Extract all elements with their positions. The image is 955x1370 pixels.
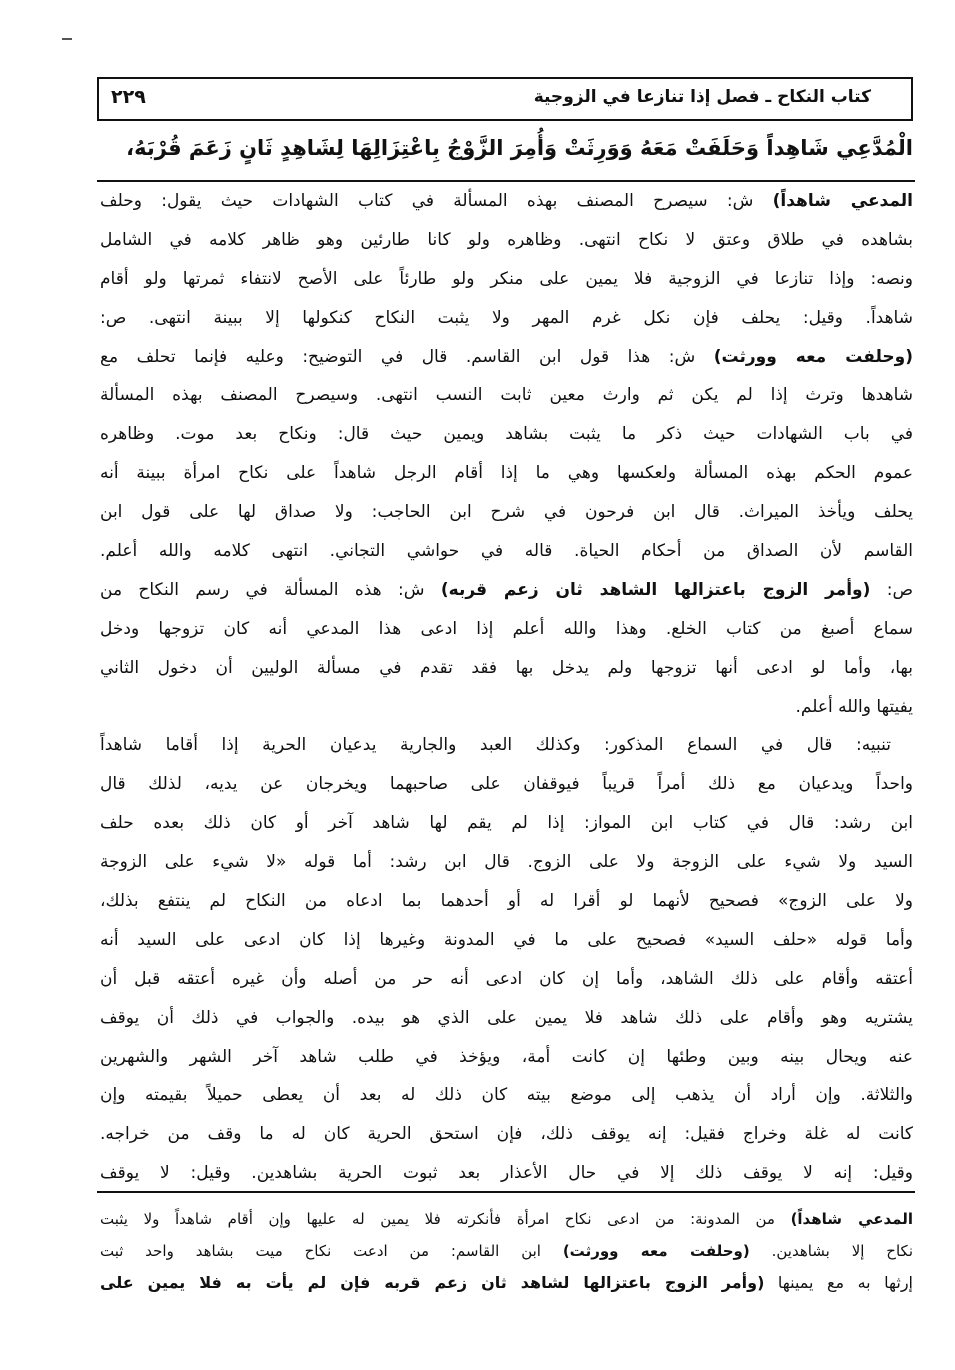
text-line: [100, 454, 913, 493]
footnote-line: [100, 1267, 913, 1299]
text-line: [100, 493, 913, 532]
quoted-matn: (وأمر الزوج باعتزالها لشاهد ثان زعم قربه فإن لم يأت به فلا يمين على: [100, 1273, 765, 1292]
text-segment: ش: هذا قول ابن القاسم. قال في التوضيح: وعليه فإنما تحلف مع: [100, 346, 714, 367]
text-segment: بها، وأما لو ادعى أنها تزوجها ولم يدخل بها فقد تقدم في مسألة الوليين أن دخول الثاني: [100, 657, 913, 678]
text-segment: يشتريه وهو وأقام على ذلك شاهد فلا يمين على الذي هو بيده. والجواب في ذلك أن يوقف: [100, 1007, 913, 1028]
text-line: [100, 1038, 913, 1077]
text-segment: يحلف ويأخذ الميراث. قال ابن فرحون في شرح ابن الحاجب: ولا صداق لها على قول ابن: [100, 502, 913, 523]
text-segment: ولا على الزوج» فصحيح لأنهما لو أقرا له أو أحدهما بما ادعاه من النكاح لم ينتفع بذلك،: [100, 891, 913, 912]
text-segment: وقيل: إنه لا يوقف ذلك إلا في حال الأعذار بعد ثبوت الحرية بشاهدين. وقيل: لا يوقف: [100, 1163, 913, 1184]
text-segment: بشاهده في طلاق وعتق لا نكاح انتهى. وظاهره ولو كانا طارئين وهو ظاهر كلامه في الشامل: [100, 229, 913, 250]
running-header: [97, 77, 913, 121]
quoted-matn: (وحلفت معه وورثت): [562, 1242, 750, 1260]
scan-artifact: [62, 38, 72, 40]
text-segment: ونصه: وإذا تنازعا في الزوجية فلا يمين على منكر ولو طارئاً على الأصح لانتفاء ثمرتها ولو أقام: [100, 268, 913, 289]
text-line: [100, 415, 913, 454]
text-line: [100, 260, 913, 299]
text-segment: السيد ولا شيء على الزوجة ولا على الزوج. قال ابن رشد: أما قوله «لا شيء على الزوجة: [100, 852, 913, 873]
text-line: [100, 999, 913, 1038]
text-line: [100, 182, 913, 221]
text-line: [100, 765, 913, 804]
text-segment: ابن القاسم: من ادعت نكاح ميت بشاهد واحد ثبت: [100, 1242, 563, 1260]
text-segment: ابن رشد: قال في كتاب ابن المواز: إذا لم يقم لها شاهد آخر أو كان ذلك بعده حلف: [100, 813, 913, 834]
commentary-body: [100, 182, 913, 1193]
text-line: [100, 299, 913, 338]
text-segment: القاسم لأن الصداق من أحكام الحياة. قاله في حواشي التجاني. انتهى كلامه والله أعلم.: [100, 541, 913, 562]
quoted-matn: (وأمر الزوج باعتزالها الشاهد ثان زعم قربه): [440, 579, 871, 600]
text-segment: شاهداً. وقيل: يحلف فإن نكل غرم المهر ولا يثبت النكاح كنكولها إلا ببينة انتهى. ص:: [100, 307, 913, 328]
text-line: [100, 882, 913, 921]
quoted-matn: المدعي شاهداً): [772, 191, 913, 211]
text-segment: والثلاثة. وإن أراد أن يذهب إلى موضع بيته كان ذلك له بعد أن يعطى حميلاً بقيمته وإن: [100, 1085, 913, 1106]
footnote-divider: [97, 1191, 915, 1193]
matn-verse-line: الْمُدَّعِي شَاهِداً وَحَلَفَتْ مَعَهُ وَوَرِثَتْ وَأُمِرَ الزَّوْجُ بِاعْتِزَالِهَا لِشَاهِدٍ ثَانٍ زَعَمَ قُرْبَهُ،: [126, 136, 913, 160]
text-line: [100, 1115, 913, 1154]
text-segment: يفيتها والله أعلم.: [795, 696, 913, 717]
footnote-line: [100, 1235, 913, 1267]
text-line: [100, 221, 913, 260]
text-segment: تنبيه: قال في السماع المذكور: وكذلك العبد والجارية يدعيان الحرية إذا أقاما شاهداً: [100, 735, 891, 756]
text-segment: كانت له غلة وخراج فقيل: إنه يوقف ذلك، فإن استحق الحرية كان له ما وقف من خراجه.: [100, 1124, 913, 1145]
text-segment: عنه ويحال بينه وبين وطئها إن كانت أمة، ويؤخذ في طلب شاهد آخر الشهر والشهرين: [100, 1046, 913, 1067]
text-line: [100, 532, 913, 571]
text-line: [100, 1076, 913, 1115]
text-line: [100, 376, 913, 415]
text-segment: نكاح إلا بشاهدين.: [749, 1242, 913, 1260]
text-segment: سماع أصبغ من كتاب الخلع. وهذا والله أعلم إذا ادعى هذا المدعي أنه كان تزوجها ودخل: [100, 618, 913, 639]
footnotes: [100, 1203, 913, 1299]
text-segment: واحداً ويدعيان مع ذلك أمراً قريباً فيوقفان على صاحبهما ويخرجان عن يديه، لذلك قال: [100, 774, 913, 795]
page-number: ٢٢٩: [111, 86, 146, 108]
text-line: [100, 338, 913, 377]
text-segment: إرثها به مع يمينها: [764, 1273, 913, 1292]
text-line: [100, 921, 913, 960]
text-segment: ص:: [870, 579, 914, 600]
text-line: [100, 843, 913, 882]
text-segment: وأما قوله «حلف السيد» فصحيح على ما في المدونة وغيرها إذا كان ادعى على السيد أنه: [100, 929, 913, 950]
text-segment: أعتقه وأقام على ذلك الشاهد، وأما إن كان ادعى أنه حر من أصله وأن غيره أعتقه قبل أن: [100, 968, 913, 989]
header-title: كتاب النكاح ـ فصل إذا تنازعا في الزوجية: [533, 87, 871, 107]
text-segment: ش: سيصرح المصنف بهذه المسألة في كتاب الشهادات حيث يقول: وحلف: [100, 191, 773, 211]
quoted-matn: المدعي شاهداً): [790, 1210, 913, 1228]
quoted-matn: (وحلفت معه وورثت): [713, 346, 913, 367]
text-line: [100, 960, 913, 999]
text-segment: من المدونة: من ادعى نكاح امرأة فأنكرته فلا يمين له عليها وإن أقام شاهداً ولا يثبت: [100, 1210, 791, 1228]
text-line: [100, 1154, 913, 1193]
text-segment: في باب الشهادات حيث ذكر ما يثبت بشاهد ويمين حيث قال: ونكاح بعد موت. وظاهره: [100, 424, 913, 445]
text-segment: شاهدها وترث إذا لم يكن ثم وارث معين ثابت النسب انتهى. وسيصرح المصنف بهذه المسألة: [100, 385, 913, 406]
text-segment: ش: هذه المسألة في رسم النكاح من: [100, 579, 441, 600]
text-segment: عموم الحكم بهذه المسألة ولعكسها وهي ما إذا أقام الرجل شاهداً على نكاح امرأة ببينة أنه: [100, 463, 913, 484]
text-line: [100, 726, 913, 765]
footnote-line: [100, 1203, 913, 1235]
text-line: [100, 571, 913, 610]
text-line: [100, 688, 913, 727]
text-line: [100, 804, 913, 843]
text-line: [100, 610, 913, 649]
text-line: [100, 649, 913, 688]
